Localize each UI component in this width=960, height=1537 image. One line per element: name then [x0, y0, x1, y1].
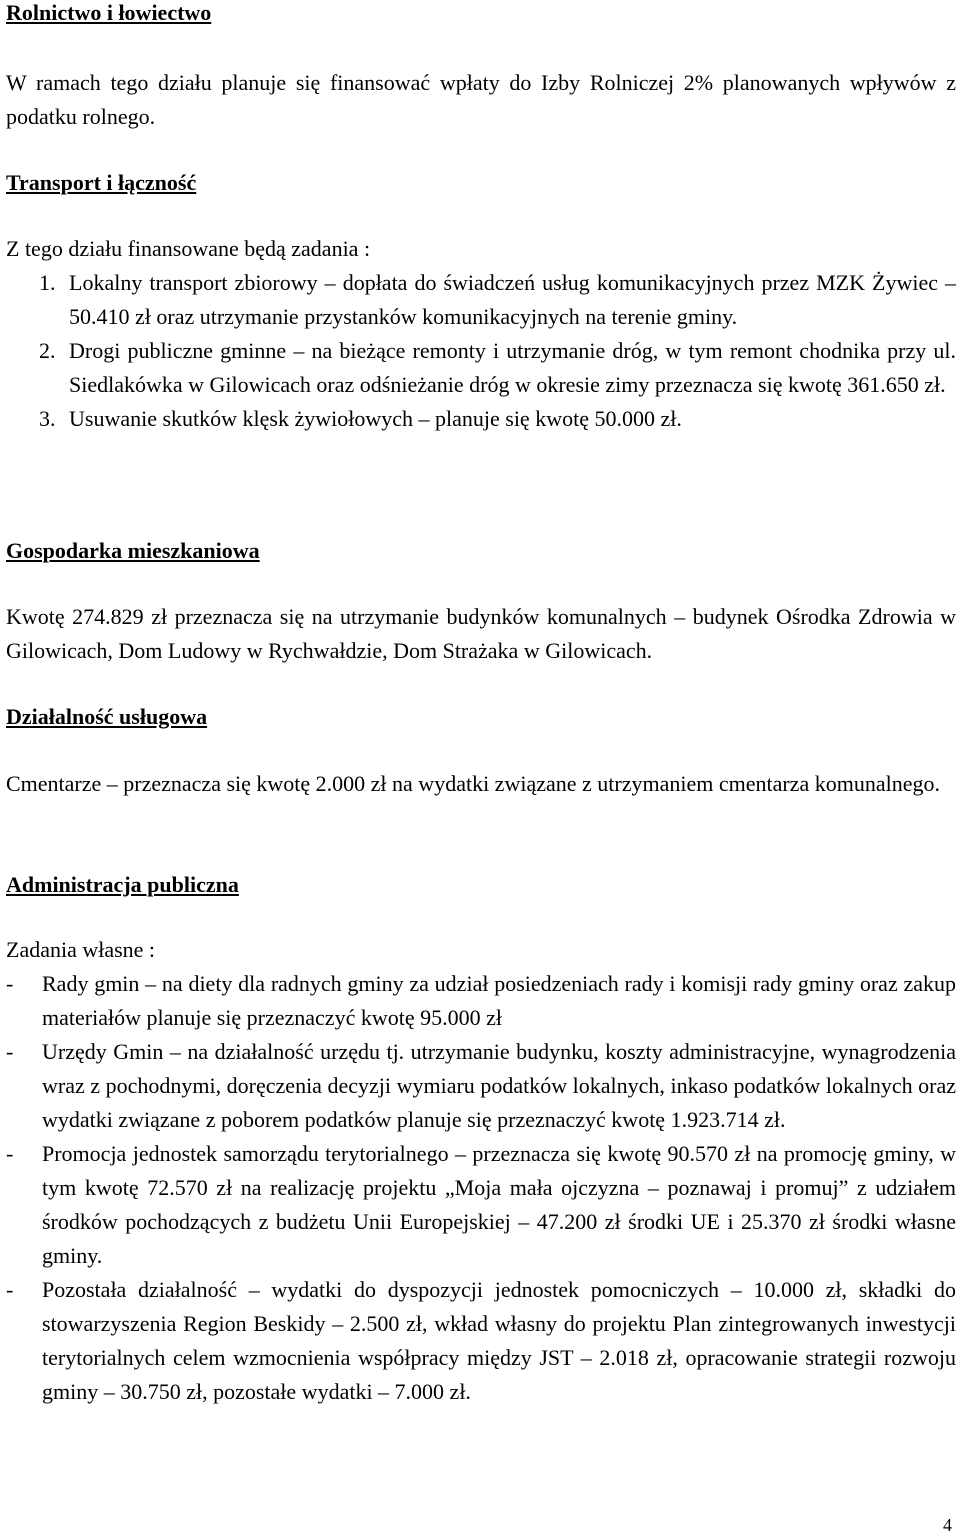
list-item-dash: - — [6, 1141, 14, 1166]
list-item — [39, 402, 956, 436]
transport-task-list — [39, 266, 956, 436]
list-item-text: Rady gmin – na diety dla radnych gminy za udział posiedzeniach rady i komisji rady gminy oraz zakup materiałów planuje się przeznaczyć kwotę 95.000 zł — [42, 971, 956, 1030]
paragraph-uslugowa: Cmentarze – przeznacza się kwotę 2.000 zł na wydatki związane z utrzymaniem cmentarza komunalnego. — [6, 771, 940, 796]
list-item-dash: - — [6, 1039, 14, 1064]
list-item-text: Lokalny transport zbiorowy – dopłata do świadczeń usług komunikacyjnych przez MZK Żywiec – 50.410 zł oraz utrzymanie przystanków komunikacyjnych na terenie gminy. — [69, 270, 956, 329]
heading-rolnictwo: Rolnictwo i łowiectwo — [6, 0, 212, 25]
list-item-number: 1. — [39, 270, 56, 295]
heading-administracja: Administracja publiczna — [6, 872, 239, 897]
heading-uslugowa: Działalność usługowa — [6, 704, 208, 729]
list-item-number: 3. — [39, 406, 56, 431]
list-item — [6, 967, 956, 1035]
list-item — [6, 1137, 956, 1273]
paragraph-administracja-intro: Zadania własne : — [6, 937, 156, 962]
list-item-number: 2. — [39, 338, 56, 363]
list-item-dash: - — [6, 1277, 14, 1302]
list-item-dash: - — [6, 971, 14, 996]
paragraph-transport-intro: Z tego działu finansowane będą zadania : — [6, 236, 371, 261]
list-item — [39, 266, 956, 334]
heading-gospodarka: Gospodarka mieszkaniowa — [6, 538, 260, 563]
list-item — [6, 1273, 956, 1409]
list-item-text: Drogi publiczne gminne – na bieżące remonty i utrzymanie dróg, w tym remont chodnika przy ul. Siedlakówka w Gilowicach oraz odśnieżanie dróg w okresie zimy przeznacza się kwotę 361.650 zł. — [69, 338, 956, 397]
heading-transport: Transport i łączność — [6, 170, 197, 195]
list-item-text: Pozostała działalność – wydatki do dyspozycji jednostek pomocniczych – 10.000 zł, składki do stowarzyszenia Region Beskidy – 2.500 zł, wkład własny do projektu Plan zintegrowanych inwestycji terytorialnych celem wzmocnienia współpracy między JST – 2.018 zł, opracowanie strategii rozwoju gminy – 30.750 zł, pozostałe wydatki – 7.000 zł. — [42, 1277, 956, 1404]
paragraph-rolnictwo: W ramach tego działu planuje się finansować wpłaty do Izby Rolniczej 2% planowanych wpływów z podatku rolnego. — [6, 70, 956, 129]
page-number: 4 — [943, 1515, 952, 1535]
administracja-task-list — [6, 967, 956, 1409]
list-item — [6, 1035, 956, 1137]
list-item-text: Promocja jednostek samorządu terytorialnego – przeznacza się kwotę 90.570 zł na promocję gminy, w tym kwotę 72.570 zł na realizację projektu „Moja mała ojczyzna – poznawaj i promuj” z udziałem środków pochodzących z budżetu Unii Europejskiej – 47.200 zł środki UE i 25.370 zł środki własne gminy. — [42, 1141, 956, 1268]
list-item-text: Usuwanie skutków klęsk żywiołowych – planuje się kwotę 50.000 zł. — [69, 406, 682, 431]
list-item-text: Urzędy Gmin – na działalność urzędu tj. utrzymanie budynku, koszty administracyjne, wynagrodzenia wraz z pochodnymi, doręczenia decyzji wymiaru podatków lokalnych, inkaso podatków lokalnych oraz wydatki związane z poborem podatków planuje się przeznaczyć kwotę 1.923.714 zł. — [42, 1039, 956, 1132]
paragraph-gospodarka: Kwotę 274.829 zł przeznacza się na utrzymanie budynków komunalnych – budynek Ośrodka Zdrowia w Gilowicach, Dom Ludowy w Rychwałdzie, Dom Strażaka w Gilowicach. — [6, 604, 956, 663]
list-item — [39, 334, 956, 402]
